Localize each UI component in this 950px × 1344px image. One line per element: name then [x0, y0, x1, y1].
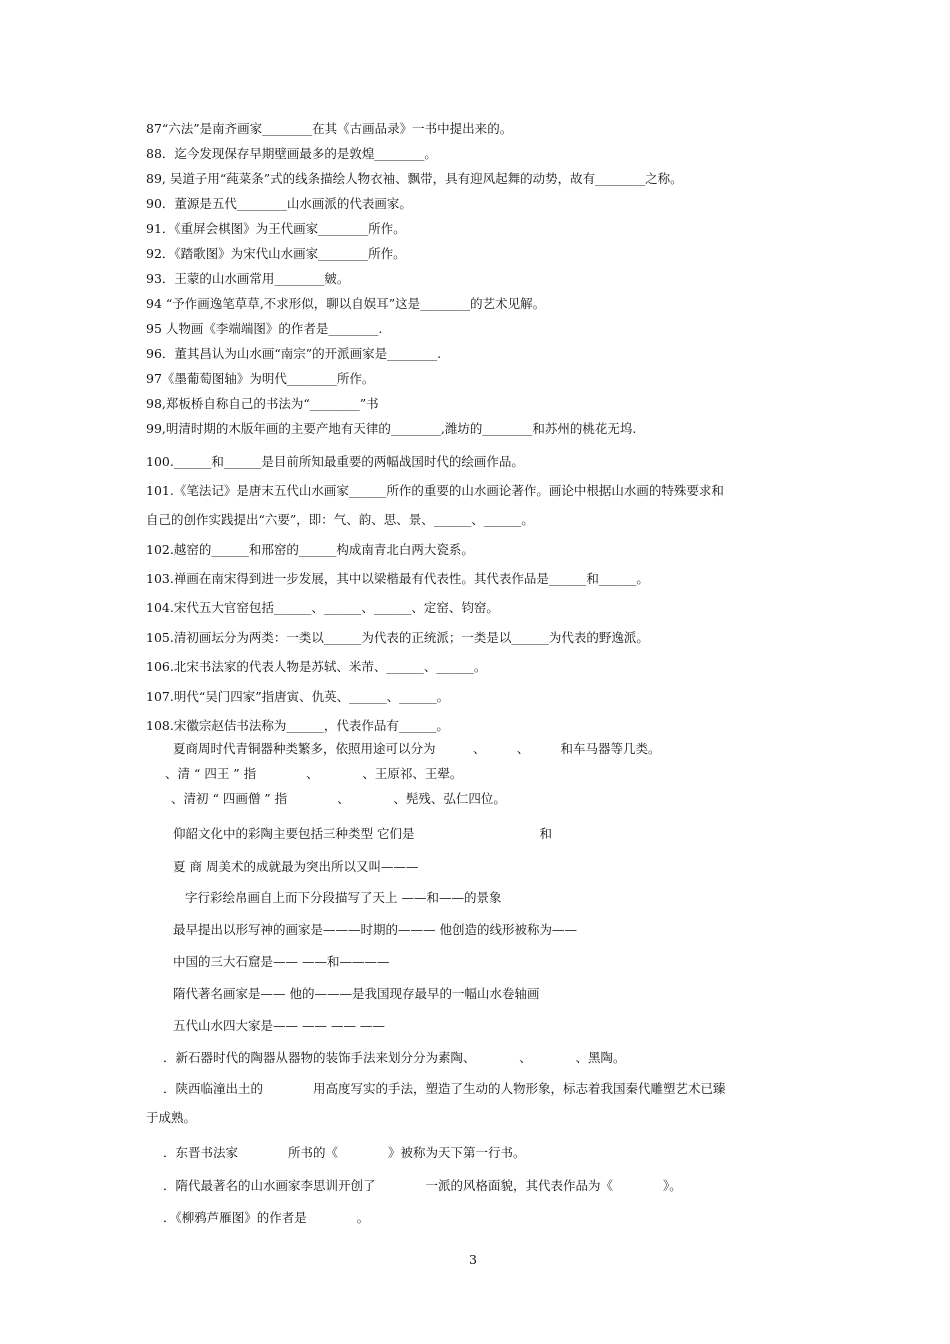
- question-107: 107.明代“吴门四家”指唐寅、仇英、______、______。: [146, 689, 450, 704]
- question-108: 108.宋徽宗赵佶书法称为______，代表作品有______。: [146, 718, 449, 733]
- question-106: 106.北宋书法家的代表人物是苏轼、米芾、______、______。: [146, 659, 487, 674]
- question-104: 104.宋代五大官窑包括______、______、______、定窑、钧窑。: [146, 600, 499, 615]
- question-silk-painting: 字行彩绘帛画自上而下分段描写了天上 ——和——的景象: [185, 890, 502, 905]
- question-94: 94 “予作画逸笔草草,不求形似，聊以自娱耳”这是________的艺术见解。: [146, 296, 546, 311]
- question-96: 96．董其昌认为山水画“南宗”的开派画家是________.: [146, 346, 442, 361]
- question-lintong-sculpture: ．陕西临潼出土的 用高度写实的手法，塑造了生动的人物形象，标志着我国秦代雕塑艺术已臻: [163, 1081, 726, 1096]
- question-101: 101.《笔法记》是唐末五代山水画家______所作的重要的山水画论著作。画论中根据山水画的特殊要求和: [146, 483, 724, 498]
- question-93: 93．王蒙的山水画常用________皴。: [146, 271, 350, 286]
- question-87: 87“六法”是南齐画家________在其《古画品录》一书中提出来的。: [146, 121, 513, 136]
- question-xia-shang-zhou: 夏 商 周美术的成就最为突出所以又叫———: [173, 859, 419, 874]
- question-98: 98,郑板桥自称自己的书法为“________”书: [146, 396, 379, 411]
- question-101-continued: 自己的创作实践提出“六要”，即：气、韵、思、景、______、______。: [146, 512, 534, 527]
- question-five-dynasties-masters: 五代山水四大家是—— —— —— ——: [173, 1018, 385, 1033]
- question-105: 105.清初画坛分为两类：一类以______为代表的正统派；一类是以______为代表的野逸派。: [146, 630, 649, 645]
- question-three-grottoes: 中国的三大石窟是—— ——和————: [173, 954, 390, 969]
- question-lintong-sculpture-continued: 于成熟。: [146, 1110, 197, 1125]
- question-yangshao-pottery: 仰韶文化中的彩陶主要包括三种类型 它们是 和: [173, 826, 552, 841]
- question-91: 91．《重屏会棋图》为王代画家________所作。: [146, 221, 406, 236]
- question-90: 90．董源是五代________山水画派的代表画家。: [146, 196, 412, 211]
- question-willow-crows: ．《柳鸦芦雁图》的作者是 。: [163, 1210, 370, 1225]
- question-103: 103.禅画在南宋得到进一步发展，其中以梁楷最有代表性。其代表作品是______和______。: [146, 571, 649, 586]
- question-four-monk-painters: 、清初 “ 四画僧 ” 指 、 、髡残、弘仁四位。: [171, 791, 506, 806]
- question-bronze-ware: 夏商周时代青铜器种类繁多，依照用途可以分为 、 、 和车马器等几类。: [173, 741, 661, 756]
- question-102: 102.越窑的______和邢窑的______构成南青北白两大瓷系。: [146, 542, 474, 557]
- question-neolithic-pottery: ．新石器时代的陶器从器物的装饰手法来划分分为素陶、 、 、黑陶。: [163, 1050, 626, 1065]
- question-92: 92．《踏歌图》为宋代山水画家________所作。: [146, 246, 406, 261]
- question-89: 89, 吴道子用“莼菜条”式的线条描绘人物衣袖、飘带，具有迎风起舞的动势，故有________之称。: [146, 171, 683, 186]
- question-sui-painter: 隋代著名画家是—— 他的———是我国现存最早的一幅山水卷轴画: [173, 986, 540, 1001]
- question-running-script: ．东晋书法家 所书的《 》被称为天下第一行书。: [163, 1145, 526, 1160]
- question-li-sixun: ．隋代最著名的山水画家李思训开创了 一派的风格面貌，其代表作品为《 》。: [163, 1178, 682, 1193]
- question-97: 97《墨葡萄图轴》为明代________所作。: [146, 371, 375, 386]
- page-number: 3: [469, 1252, 477, 1267]
- question-95: 95 人物画《李端端图》的作者是________.: [146, 321, 383, 336]
- question-form-spirit: 最早提出以形写神的画家是———时期的——— 他创造的线形被称为——: [173, 922, 577, 937]
- question-four-wangs: 、清 “ 四王 ” 指 、 、王原祁、王翚。: [165, 766, 463, 781]
- question-88: 88．迄今发现保存早期壁画最多的是敦煌________。: [146, 146, 437, 161]
- question-100: 100.______和______是目前所知最重要的两幅战国时代的绘画作品。: [146, 454, 524, 469]
- question-99: 99,明清时期的木版年画的主要产地有天律的________,潍坊的________和苏州的桃花无坞.: [146, 421, 637, 436]
